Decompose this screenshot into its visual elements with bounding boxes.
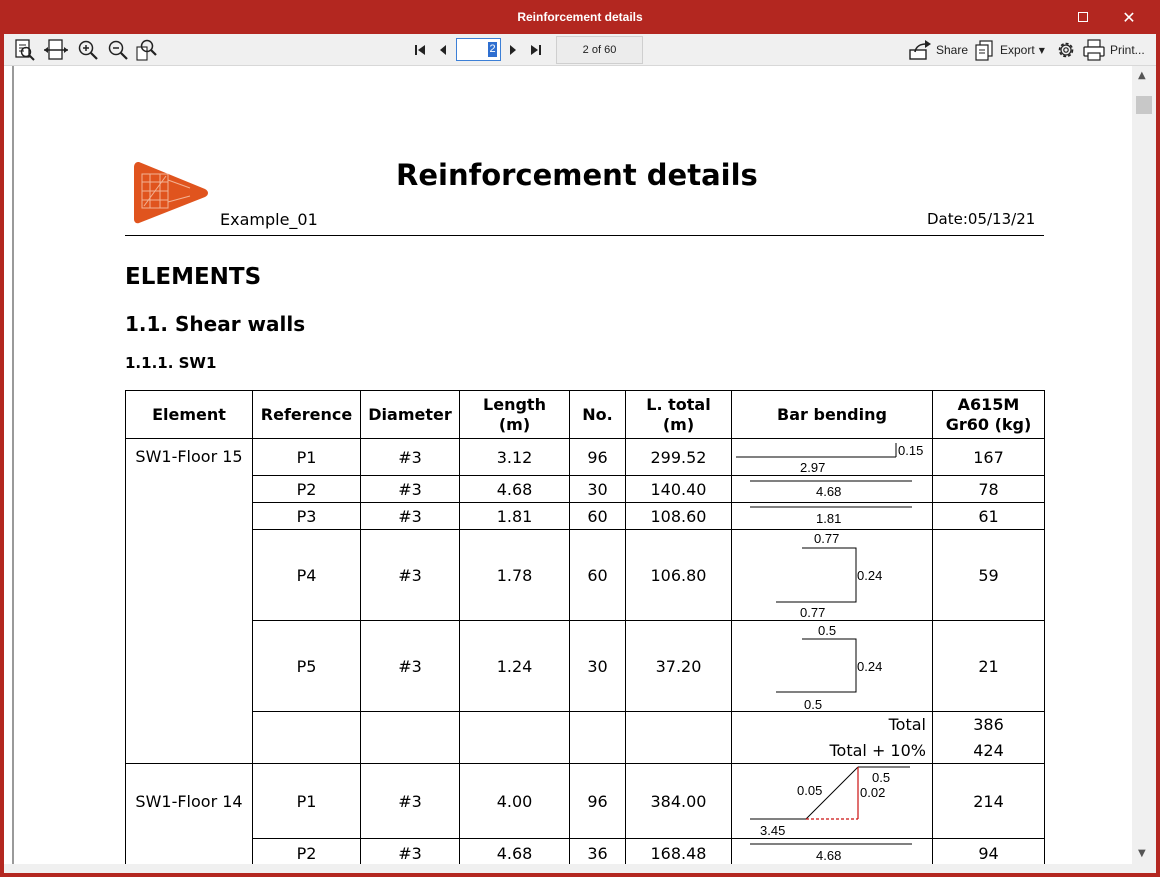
zoom-out-button[interactable] — [106, 38, 130, 62]
zoom-out-icon — [107, 39, 129, 61]
bar-bending-diagram — [732, 839, 932, 864]
header-reference: Reference — [253, 391, 361, 439]
table-header-row — [126, 391, 1045, 439]
bar-bending-cell — [732, 503, 933, 530]
bar-bending-cell — [732, 839, 933, 865]
count-cell: 30 — [570, 476, 626, 503]
length-cell: 1.78 — [460, 530, 570, 621]
fit-page-button[interactable] — [12, 38, 38, 62]
empty-cell — [460, 712, 570, 738]
maximize-button[interactable] — [1060, 0, 1106, 34]
header-length — [460, 391, 570, 439]
length-cell: 4.68 — [460, 476, 570, 503]
export-icon — [974, 39, 996, 61]
next-page-icon — [507, 43, 519, 57]
table-row — [126, 764, 1045, 839]
share-label: Share — [936, 43, 969, 57]
chevron-down-icon: ▼ — [1038, 45, 1045, 55]
total-row — [126, 712, 1045, 738]
share-icon — [908, 39, 932, 61]
total-plus-row — [126, 738, 1045, 764]
weight-cell: 78 — [933, 476, 1045, 503]
prev-page-button[interactable] — [434, 38, 452, 62]
page-count: 2 of 60 — [556, 36, 643, 64]
weight-cell: 94 — [933, 839, 1045, 865]
header-diameter: Diameter — [361, 391, 460, 439]
maximize-icon — [1078, 12, 1088, 22]
document-title: Reinforcement details — [396, 158, 758, 192]
weight-cell: 214 — [933, 764, 1045, 839]
next-page-button[interactable] — [504, 38, 522, 62]
table-row — [126, 621, 1045, 712]
bar-bending-cell — [732, 530, 933, 621]
header-ltotal — [626, 391, 732, 439]
date-value: 05/13/21 — [967, 210, 1036, 228]
length-cell: 4.68 — [460, 839, 570, 865]
header-length-l1: Length — [483, 394, 546, 414]
ltotal-cell: 108.60 — [626, 503, 732, 530]
project-name: Example_01 — [220, 210, 318, 229]
title-bar — [0, 0, 1160, 34]
ltotal-cell: 384.00 — [626, 764, 732, 839]
count-cell: 96 — [570, 764, 626, 839]
print-icon — [1082, 39, 1106, 61]
bend-label-length: 1.81 — [816, 511, 842, 526]
header-weight-l1: A615M — [957, 394, 1020, 414]
bend-label-top: 0.5 — [872, 770, 891, 785]
header-bending: Bar bending — [732, 391, 933, 439]
table-row — [126, 476, 1045, 503]
ltotal-cell: 299.52 — [626, 439, 732, 476]
bar-bending-diagram — [732, 764, 932, 838]
page-edge — [12, 66, 14, 864]
element-cell: SW1-Floor 15 — [126, 439, 253, 764]
bend-label-length: 4.68 — [816, 848, 842, 863]
zoom-in-button[interactable] — [76, 38, 100, 62]
bend-label-slope: 0.05 — [797, 783, 823, 798]
count-cell: 30 — [570, 621, 626, 712]
last-page-icon — [529, 43, 543, 57]
bend-label-bottom: 0.5 — [804, 697, 823, 711]
ltotal-cell: 37.20 — [626, 621, 732, 712]
bar-bending-cell — [732, 476, 933, 503]
diameter-cell: #3 — [361, 530, 460, 621]
last-page-button[interactable] — [526, 38, 546, 62]
count-cell: 36 — [570, 839, 626, 865]
weight-cell: 59 — [933, 530, 1045, 621]
company-logo — [132, 158, 212, 228]
reference-cell: P3 — [253, 503, 361, 530]
window-title: Reinforcement details — [517, 10, 643, 24]
ltotal-cell: 106.80 — [626, 530, 732, 621]
document-viewport[interactable] — [4, 66, 1132, 864]
settings-button[interactable] — [1054, 38, 1078, 62]
header-ltotal-l2: (m) — [662, 414, 695, 434]
empty-cell — [626, 738, 732, 764]
ltotal-cell: 140.40 — [626, 476, 732, 503]
bar-bending-cell — [732, 621, 933, 712]
header-divider — [125, 235, 1044, 236]
count-cell: 96 — [570, 439, 626, 476]
empty-cell — [626, 712, 732, 738]
status-strip — [4, 864, 1156, 873]
bend-label-top: 0.5 — [818, 623, 837, 638]
scroll-thumb[interactable] — [1136, 96, 1152, 114]
export-label: Export — [1000, 43, 1035, 57]
reference-cell: P2 — [253, 839, 361, 865]
print-label: Print... — [1110, 43, 1145, 57]
prev-page-icon — [437, 43, 449, 57]
header-length-l2: (m) — [498, 414, 531, 434]
bend-label-length: 4.68 — [816, 484, 842, 499]
header-ltotal-l1: L. total — [646, 394, 711, 414]
length-cell: 4.00 — [460, 764, 570, 839]
empty-cell — [253, 738, 361, 764]
count-cell: 60 — [570, 503, 626, 530]
total-label: Total — [732, 712, 933, 738]
bar-bending-diagram — [732, 476, 932, 502]
bar-bending-diagram — [732, 439, 932, 475]
length-cell: 1.81 — [460, 503, 570, 530]
header-element: Element — [126, 391, 253, 439]
total-plus-label: Total + 10% — [732, 738, 933, 764]
print-button[interactable] — [1082, 38, 1152, 62]
empty-cell — [253, 712, 361, 738]
bar-bending-diagram — [732, 503, 932, 529]
weight-cell: 167 — [933, 439, 1045, 476]
sub-subsection-heading: 1.1.1. SW1 — [125, 354, 217, 372]
page-number-input[interactable] — [456, 38, 501, 61]
bend-label-side: 0.24 — [857, 659, 883, 674]
bend-label-length: 2.97 — [800, 460, 826, 475]
diameter-cell: #3 — [361, 439, 460, 476]
fit-page-icon — [13, 38, 37, 62]
empty-cell — [570, 738, 626, 764]
scroll-down-icon[interactable]: ▼ — [1138, 848, 1146, 859]
bar-bending-cell — [732, 764, 933, 839]
table-row — [126, 839, 1045, 865]
table-row — [126, 439, 1045, 476]
zoom-area-button[interactable] — [134, 38, 160, 62]
reference-cell: P1 — [253, 439, 361, 476]
diameter-cell: #3 — [361, 839, 460, 865]
fit-width-icon — [43, 38, 69, 62]
reference-cell: P5 — [253, 621, 361, 712]
count-cell: 60 — [570, 530, 626, 621]
header-weight — [933, 391, 1045, 439]
subsection-heading: 1.1. Shear walls — [125, 312, 306, 336]
element-cell: SW1-Floor 14 — [126, 764, 253, 865]
length-cell: 3.12 — [460, 439, 570, 476]
diameter-cell: #3 — [361, 503, 460, 530]
fit-width-button[interactable] — [42, 38, 70, 62]
bend-label-bottom: 3.45 — [760, 823, 786, 838]
section-heading: ELEMENTS — [125, 264, 262, 290]
share-button[interactable] — [908, 38, 970, 62]
reference-cell: P4 — [253, 530, 361, 621]
bend-label-bottom: 0.77 — [800, 605, 826, 620]
close-button[interactable] — [1106, 0, 1152, 34]
zoom-in-icon — [77, 39, 99, 61]
toolbar — [4, 34, 1156, 66]
diameter-cell: #3 — [361, 764, 460, 839]
length-cell: 1.24 — [460, 621, 570, 712]
weight-cell: 21 — [933, 621, 1045, 712]
first-page-button[interactable] — [410, 38, 430, 62]
bar-bending-diagram — [732, 621, 932, 711]
table-row — [126, 503, 1045, 530]
document-date — [927, 210, 1035, 228]
bar-bending-cell — [732, 439, 933, 476]
date-label: Date: — [927, 210, 968, 228]
bend-label-hook: 0.15 — [898, 443, 924, 458]
bend-label-offset: 0.02 — [860, 785, 886, 800]
page-number-selection: 2 — [489, 43, 496, 55]
bend-label-top: 0.77 — [814, 531, 840, 546]
vertical-scrollbar[interactable] — [1132, 66, 1156, 864]
table-row — [126, 530, 1045, 621]
empty-cell — [570, 712, 626, 738]
first-page-icon — [413, 43, 427, 57]
diameter-cell: #3 — [361, 476, 460, 503]
export-button[interactable] — [974, 38, 1050, 62]
reference-cell: P1 — [253, 764, 361, 839]
total-value: 386 — [933, 712, 1045, 738]
zoom-area-icon — [135, 38, 159, 62]
empty-cell — [361, 712, 460, 738]
scroll-up-icon[interactable]: ▲ — [1138, 70, 1146, 81]
bend-label-side: 0.24 — [857, 568, 883, 583]
header-weight-l2: Gr60 (kg) — [945, 414, 1032, 434]
empty-cell — [460, 738, 570, 764]
bar-bending-diagram — [732, 530, 932, 620]
settings-icon — [1055, 39, 1077, 61]
weight-cell: 61 — [933, 503, 1045, 530]
diameter-cell: #3 — [361, 621, 460, 712]
close-icon: ✕ — [1122, 7, 1136, 27]
empty-cell — [361, 738, 460, 764]
header-no: No. — [570, 391, 626, 439]
total-plus-value: 424 — [933, 738, 1045, 764]
reinforcement-table — [125, 390, 1045, 864]
reference-cell: P2 — [253, 476, 361, 503]
ltotal-cell: 168.48 — [626, 839, 732, 865]
